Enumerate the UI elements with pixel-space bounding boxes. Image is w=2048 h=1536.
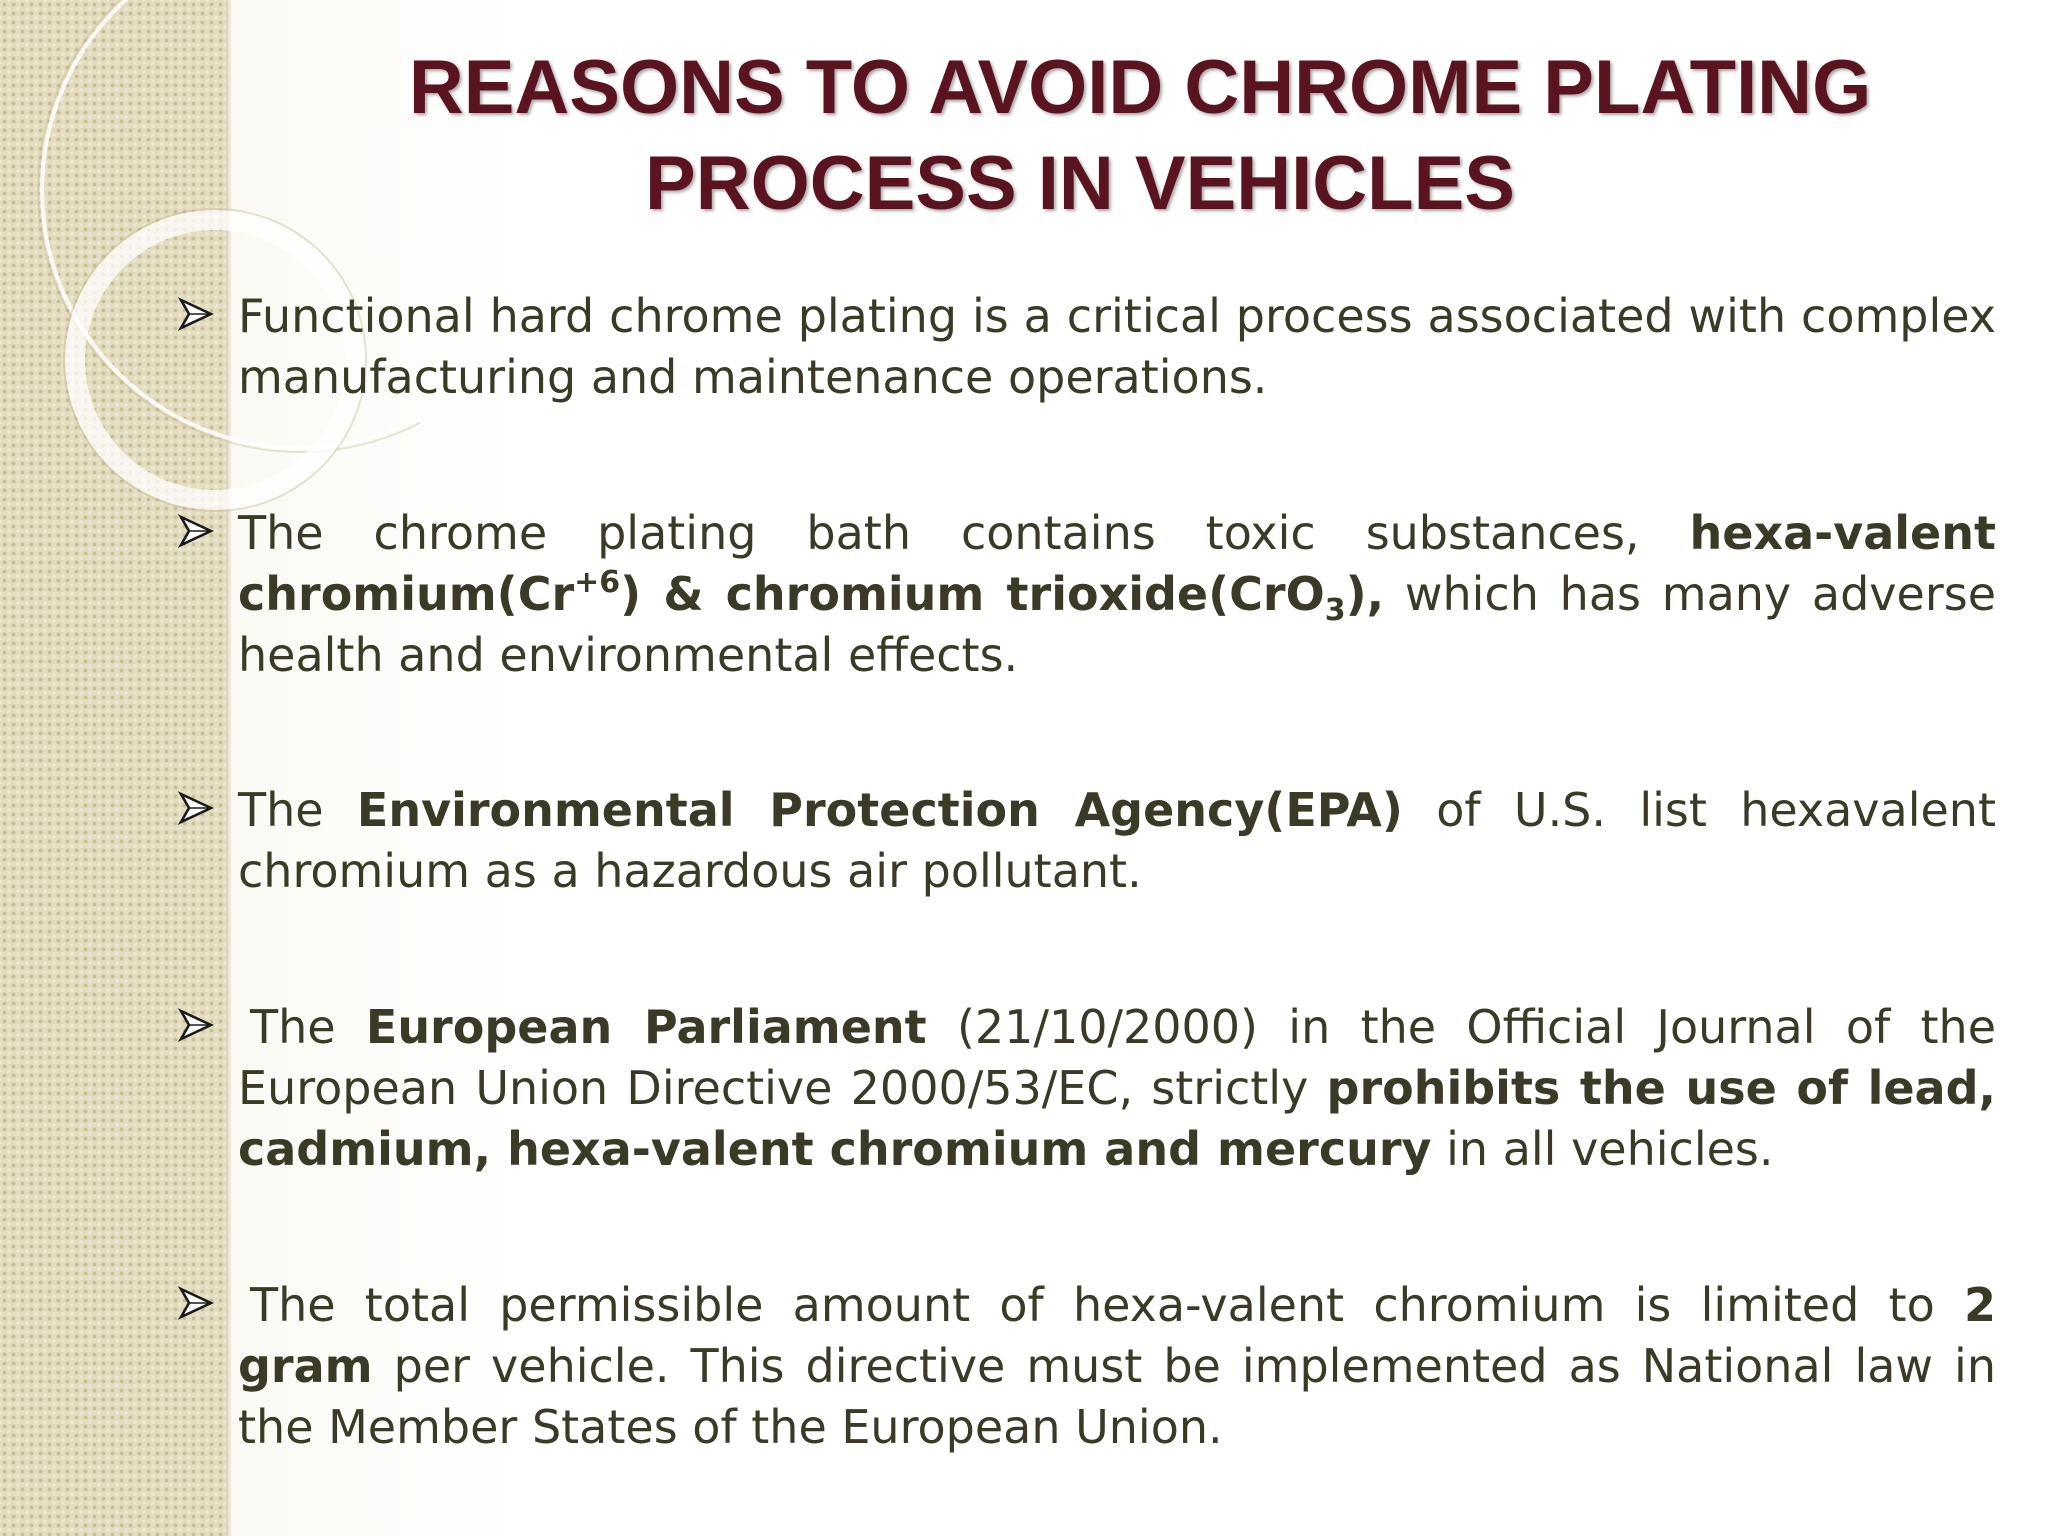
bullet-2-subscript: 3 xyxy=(1324,593,1346,628)
bullet-item-3 xyxy=(178,780,1996,902)
arrowhead-bullet-icon xyxy=(178,513,214,549)
arrowhead-bullet-icon xyxy=(178,790,214,826)
arrowhead-bullet-icon xyxy=(178,1007,214,1043)
slide-title-line-1: REASONS TO AVOID CHROME PLATING xyxy=(408,45,1872,130)
bullet-5-text-a: The total permissible amount of hexa-valent chromium is limited to xyxy=(250,1278,1964,1332)
bullet-1-text: Functional hard chrome plating is a critical process associated with complex manufacturing and maintenance operations. xyxy=(238,289,1996,404)
bullet-4-bold-b: prohibits the use of lead, cadmium, hexa-valent chromium and mercury xyxy=(238,1061,1997,1176)
bullet-item-5 xyxy=(178,1275,1996,1458)
bullet-3-text-b: of U.S. list hexavalent chromium as a hazardous air pollutant. xyxy=(238,783,1996,898)
bullet-list xyxy=(178,286,1996,1458)
arrowhead-bullet-icon xyxy=(178,1285,214,1321)
slide-title xyxy=(232,40,2048,232)
bullet-4-text-b: (21/10/2000) in the Official Journal of the European Union Directive 2000/53/EC, strictly xyxy=(238,1000,1996,1115)
bullet-item-4 xyxy=(178,997,1996,1180)
bullet-2-bold-a: hexa-valent chromium(Cr xyxy=(238,506,1996,621)
bullet-2-text-a: The chrome plating bath contains toxic substances, xyxy=(238,506,1690,560)
bullet-4-text-c: in all vehicles. xyxy=(1431,1122,1774,1176)
bullet-5-bold-a: 2 gram xyxy=(238,1278,1996,1393)
arrowhead-bullet-icon xyxy=(178,296,214,332)
bullet-2-text-b: which has many adverse health and environmental effects. xyxy=(238,567,1997,682)
slide-title-line-2: PROCESS IN VEHICLES xyxy=(645,141,1515,226)
bullet-4-text-a: The xyxy=(250,1000,366,1054)
bullet-item-2 xyxy=(178,503,1996,686)
bullet-4-bold-a: European Parliament xyxy=(365,1000,927,1054)
bullet-3-bold-a: Environmental Protection Agency(EPA) xyxy=(356,783,1403,837)
bullet-item-1 xyxy=(178,286,1996,408)
bullet-5-text-b: per vehicle. This directive must be implemented as National law in the Member States of the European Union. xyxy=(238,1339,1996,1454)
bullet-2-superscript: +6 xyxy=(574,565,621,600)
bullet-2-bold-c: ), xyxy=(1345,567,1385,621)
bullet-2-bold-b: ) & chromium trioxide(CrO xyxy=(620,567,1325,621)
bullet-3-text-a: The xyxy=(238,783,357,837)
